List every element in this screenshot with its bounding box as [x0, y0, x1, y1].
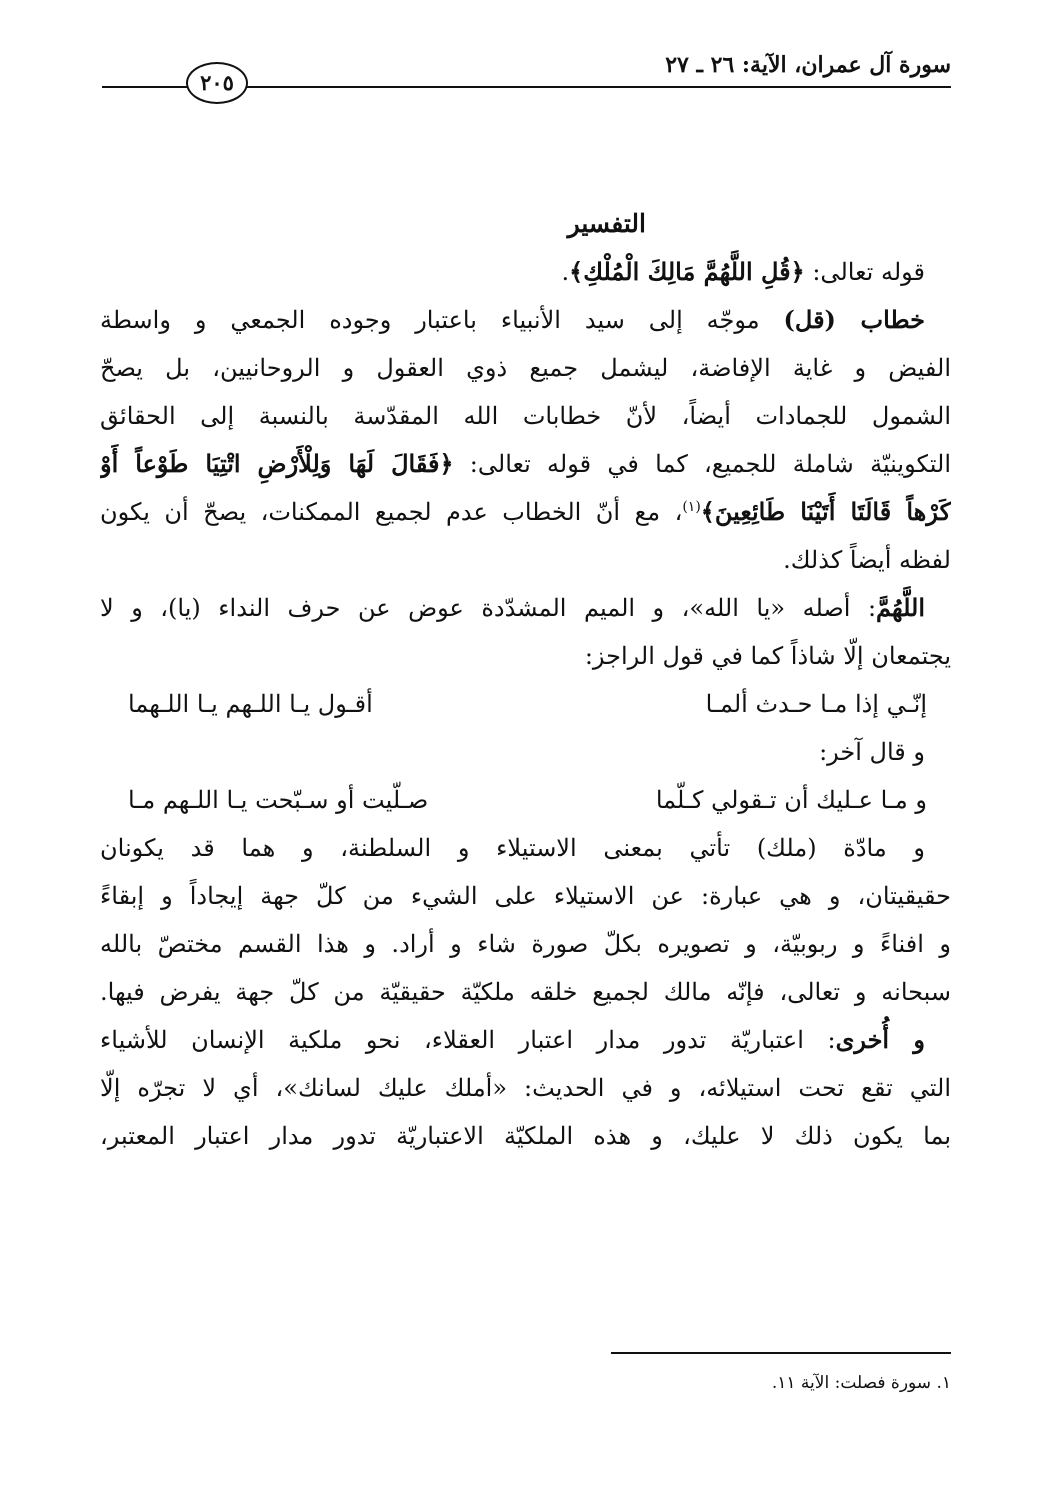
- term: و أُخرى: [835, 1025, 925, 1054]
- text-run: ، مع أنّ الخطاب عدم لجميع الممكنات، يصحّ أن يكون: [100, 498, 683, 526]
- text-line: الشمول للجمادات أيضاً، لأنّ خطابات الله المقدّسة بالنسبة إلى الحقائق: [100, 402, 951, 430]
- poem-verse: [100, 680, 951, 728]
- text-run: : أصله «يا الله»، و الميم المشدّدة عوض عن حرف النداء (يا)، و لا: [100, 594, 877, 622]
- poem-hemistich: و مـا عـليك أن تـقولي كـلّما: [655, 786, 927, 814]
- text-line: و قال آخر:: [819, 738, 925, 766]
- poem-hemistich: صـلّيت أو سـبّحت يـا اللـهم مـا: [128, 786, 429, 814]
- quran-verse: ﴿فَقَالَ لَهَا وَلِلْأَرْضِ اتْتِيَا طَوْعاً أَوْ: [100, 449, 454, 478]
- running-title: سورة آل عمران، الآية: ٢٦ ـ ٢٧: [665, 52, 951, 78]
- text-line: [100, 1016, 951, 1064]
- footnote: ١. سورة فصلت: الآية ١١.: [771, 1373, 951, 1393]
- text-line: الفيض و غاية الإفاضة، ليشمل جميع ذوي العقول و الروحانيين، بل يصحّ: [100, 354, 951, 382]
- text-line: [100, 488, 951, 536]
- text-line: يجتمعان إلّا شاذاً كما في قول الراجز:: [584, 642, 951, 670]
- poem-verse: [100, 776, 951, 824]
- text-run: قوله تعالى:: [804, 258, 925, 286]
- page-number: ٢٠٥: [186, 62, 248, 104]
- text-line: و افناءً و ربوبيّة، و تصويره بكلّ صورة شاء و أراد. و هذا القسم مختصّ بالله: [100, 930, 951, 958]
- text-line: سبحانه و تعالى، فإنّه مالك لجميع خلقه ملكيّة حقيقيّة من كلّ جهة يفرض فيها.: [100, 978, 951, 1006]
- term: اللَّهُمَّ: [876, 593, 925, 622]
- text-line: [100, 440, 951, 488]
- poem-hemistich: إنّـي إذا مـا حـدث ألمـا: [705, 690, 927, 718]
- text-run: : اعتباريّة تدور مدار اعتبار العقلاء، نحو ملكية الإنسان للأشياء: [100, 1026, 836, 1054]
- section-title: التفسير: [567, 209, 646, 238]
- text-line: [100, 296, 951, 344]
- term: خطاب (قل): [783, 305, 925, 334]
- main-text: [100, 200, 951, 1160]
- footnote-marker: (١): [682, 499, 701, 515]
- page-header: [102, 42, 951, 102]
- text-line: و مادّة (ملك) تأتي بمعنى الاستيلاء و السلطنة، و هما قد يكونان: [100, 834, 925, 862]
- text-line: [100, 248, 951, 296]
- text-run: .: [561, 258, 570, 286]
- text-line: [100, 584, 951, 632]
- quran-verse: ﴿قُلِ اللَّهُمَّ مَالِكَ الْمُلْكِ﴾: [569, 257, 805, 286]
- poem-hemistich: أقـول يـا اللـهم يـا اللـهما: [128, 690, 373, 718]
- text-run: التكوينيّة شاملة للجميع، كما في قوله تعالى:: [453, 450, 951, 478]
- text-line: التي تقع تحت استيلائه، و في الحديث: «أملك عليك لسانك»، أي لا تجرّه إلّا: [100, 1074, 951, 1102]
- text-line: بما يكون ذلك لا عليك، و هذه الملكيّة الاعتباريّة تدور مدار اعتبار المعتبر،: [100, 1122, 951, 1150]
- quran-verse: كَرْهاً قَالَتَا أَتَيْنَا طَائِعِينَ﴾: [700, 497, 951, 526]
- text-run: موجّه إلى سيد الأنبياء باعتبار وجوده الجمعي و واسطة: [100, 306, 784, 334]
- footnote-rule: [611, 1352, 951, 1354]
- text-line: حقيقيتان، و هي عبارة: عن الاستيلاء على الشيء من كلّ جهة إيجاداً و إبقاءً: [100, 882, 951, 910]
- text-line: لفظه أيضاً كذلك.: [783, 546, 951, 574]
